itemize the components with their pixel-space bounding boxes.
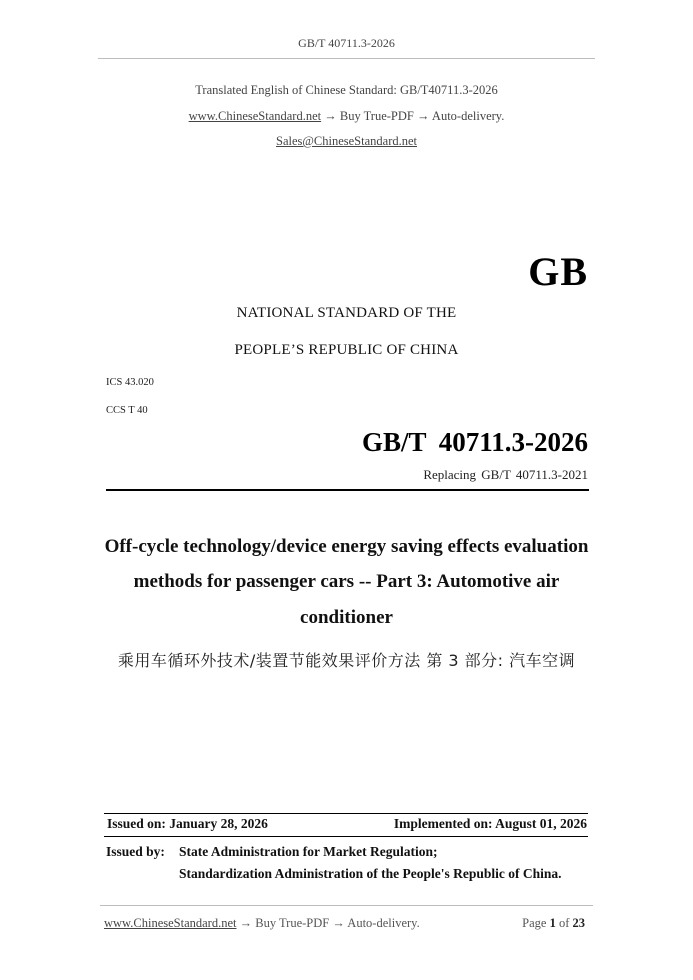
sales-email-link[interactable]: Sales@ChineseStandard.net <box>276 134 417 148</box>
ccs-code: CCS T 40 <box>106 405 148 416</box>
national-standard-line1: NATIONAL STANDARD OF THE <box>236 305 457 321</box>
issued-by-label: Issued by: <box>106 844 165 859</box>
chinesestandard-link[interactable]: www.ChineseStandard.net <box>188 109 322 123</box>
page-word: Page <box>522 916 547 930</box>
english-title-line2: methods for passenger cars -- Part 3: Automotive air <box>133 571 560 592</box>
dates-bottom-rule <box>104 836 588 837</box>
implemented-on-date: Implemented on: August 01, 2026 <box>393 816 587 831</box>
of-word: of <box>558 916 570 930</box>
footer-buy-text: → Buy True-PDF → Auto-delivery. <box>236 916 420 930</box>
translation-notice-line1: Translated English of Chinese Standard: GB/T40711.3-2026 <box>195 83 498 97</box>
footer-divider <box>100 905 593 906</box>
buy-pdf-text: → Buy True-PDF → Auto-delivery. <box>321 109 505 123</box>
page-total: 23 <box>572 916 585 930</box>
issuer-line2: Standardization Administration of the People's Republic of China. <box>179 866 562 881</box>
title-divider <box>106 489 589 491</box>
page-number: 1 <box>549 916 556 930</box>
chinese-title: 乘用车循环外技术/装置节能效果评价方法 第 3 部分: 汽车空调 <box>117 651 576 670</box>
page-indicator <box>522 916 585 931</box>
english-title-line1: Off-cycle technology/device energy saving effects evaluation <box>104 536 589 557</box>
standard-number: GB/T 40711.3-2026 <box>361 427 588 457</box>
translation-notice-line3 <box>0 134 693 149</box>
dates-top-rule <box>104 813 588 814</box>
translation-notice-line2 <box>0 109 693 124</box>
english-title-line3: conditioner <box>300 607 393 628</box>
gb-mark: GB <box>528 249 588 294</box>
ics-code: ICS 43.020 <box>106 377 154 388</box>
national-standard-line2: PEOPLE’S REPUBLIC OF CHINA <box>234 342 459 358</box>
issuer-line1: State Administration for Market Regulation; <box>179 844 438 859</box>
footer-chinesestandard-link[interactable]: www.ChineseStandard.net <box>104 916 237 930</box>
header-divider <box>98 58 595 59</box>
replacing-standard: Replacing GB/T 40711.3-2021 <box>423 467 588 482</box>
issued-on-date: Issued on: January 28, 2026 <box>107 816 268 831</box>
footer-notice <box>104 916 420 931</box>
running-header: GB/T 40711.3-2026 <box>298 36 395 50</box>
